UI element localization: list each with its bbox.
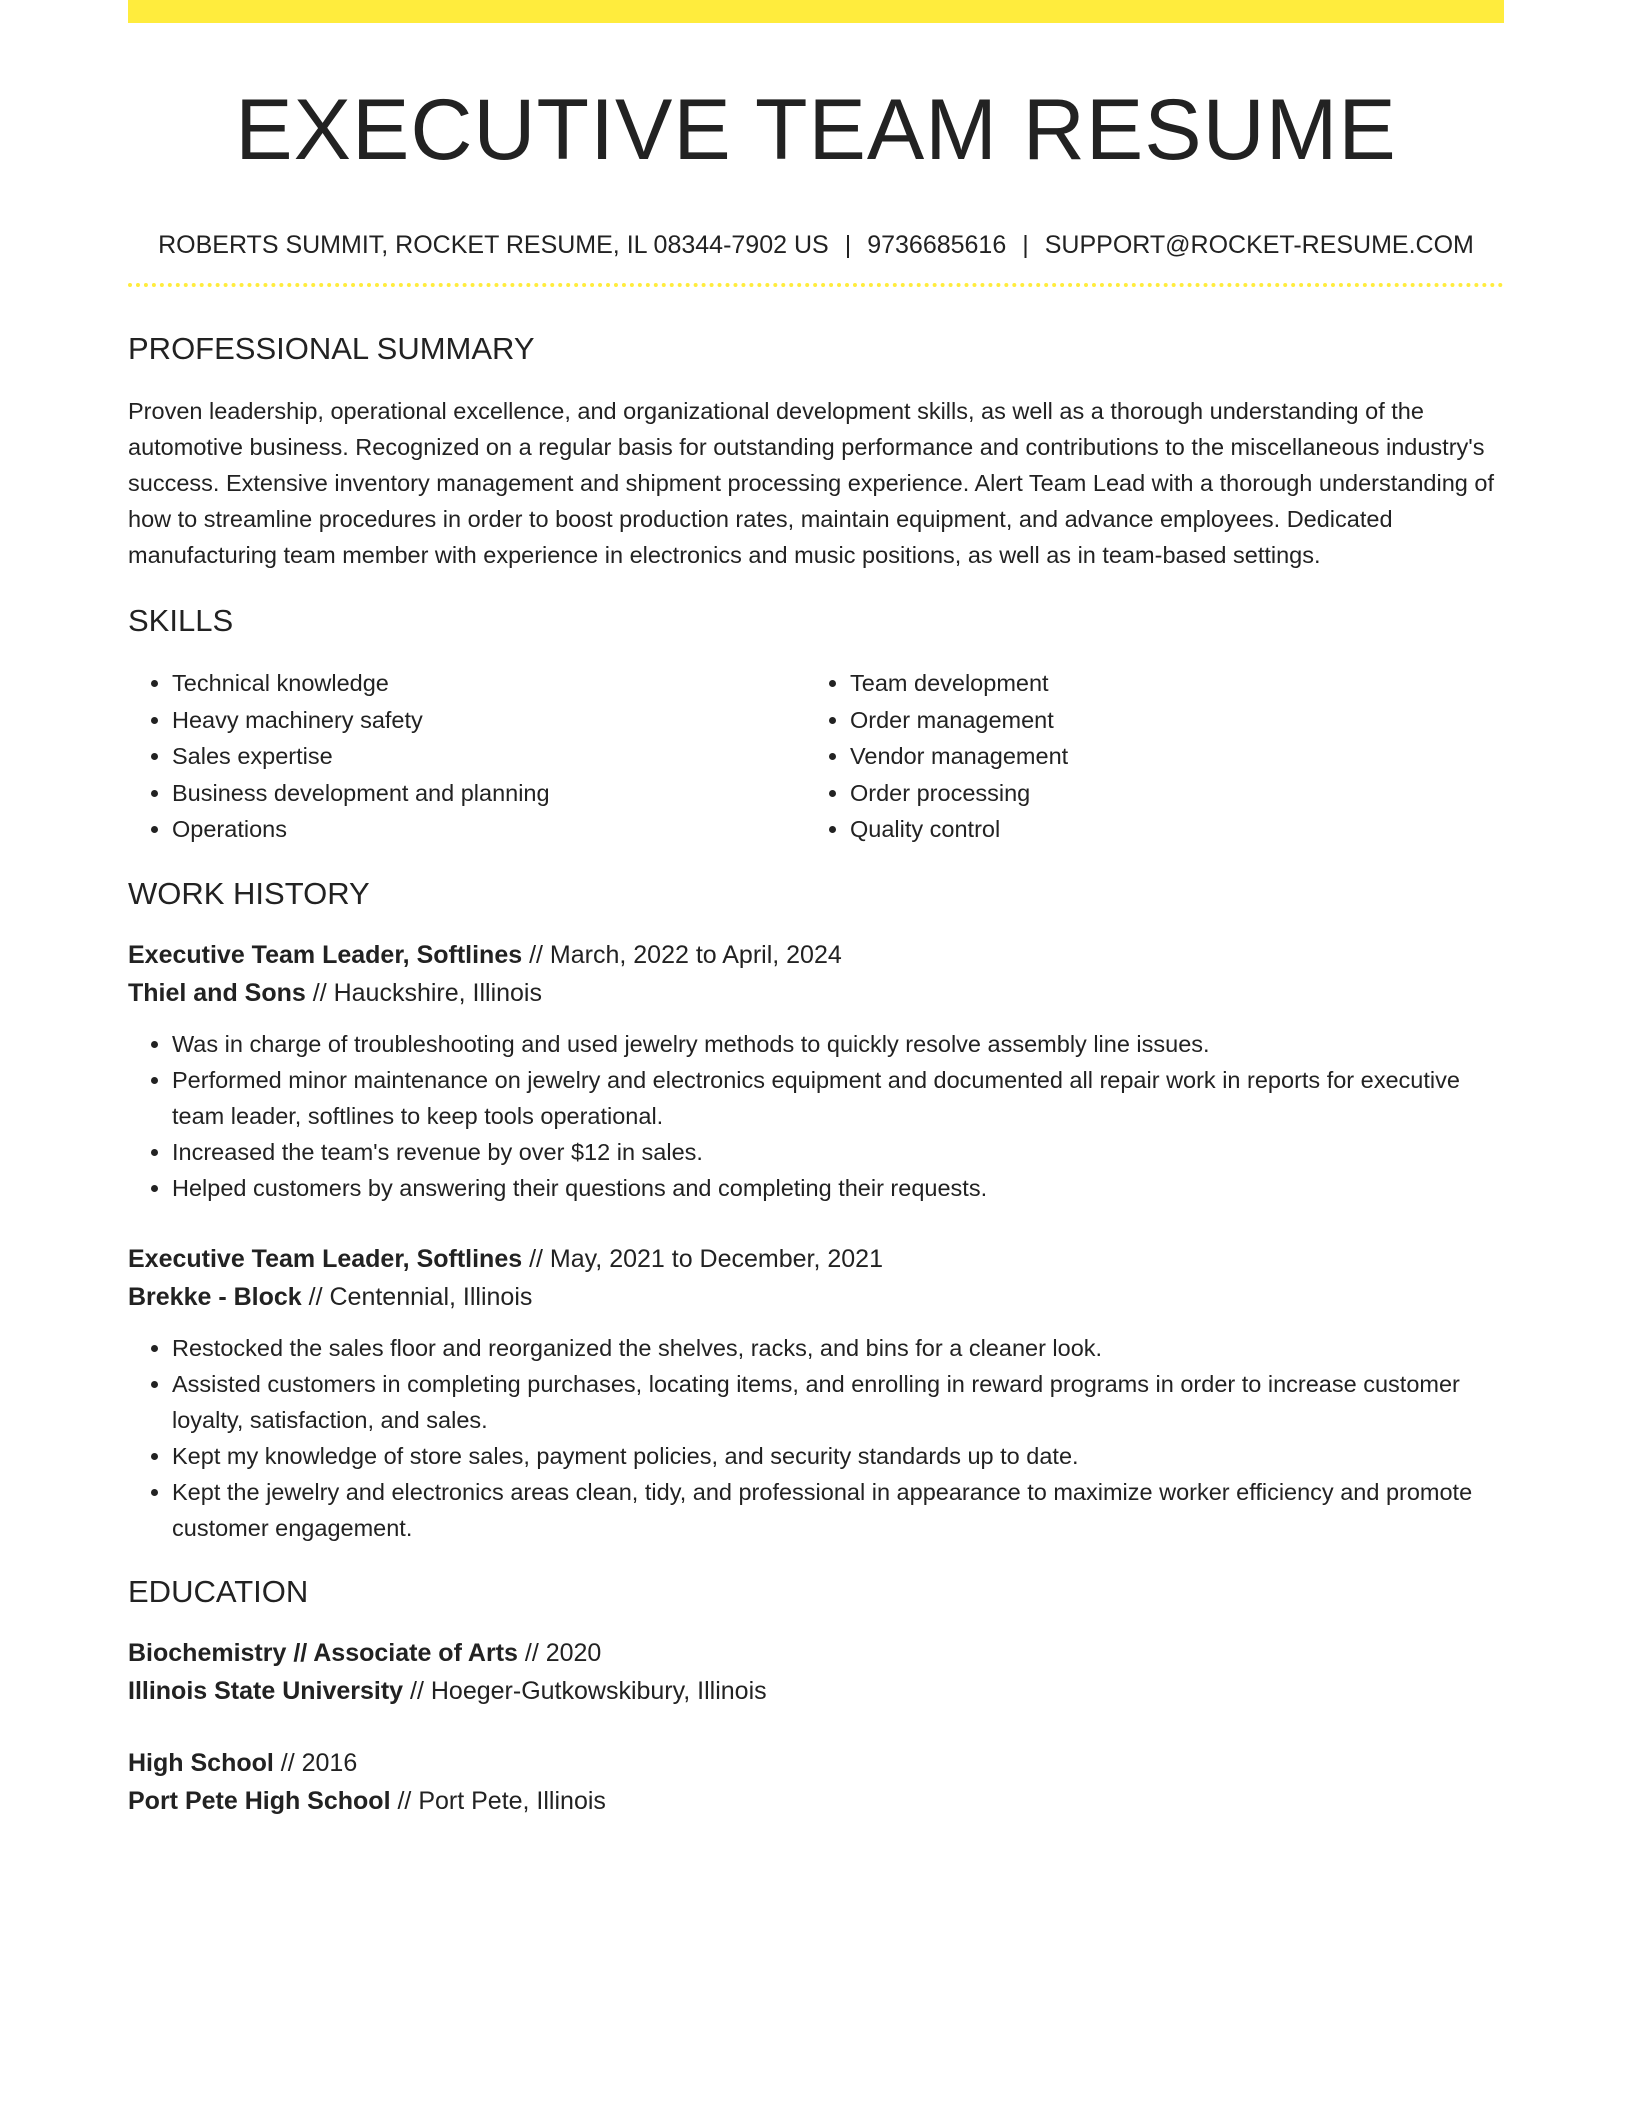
skills-heading: SKILLS	[128, 603, 234, 638]
skills-list-left	[128, 665, 806, 848]
degree-line	[128, 1634, 1504, 1672]
job-bullets	[128, 1330, 1504, 1546]
work-history-heading: WORK HISTORY	[128, 875, 370, 911]
job-dates: // March, 2022 to April, 2024	[522, 940, 842, 969]
summary-heading: PROFESSIONAL SUMMARY	[128, 331, 535, 366]
skill-item: • Order management	[850, 702, 1484, 739]
job-bullet: • Was in charge of troubleshooting and used jewelry methods to quickly resolve assembly line issues.	[172, 1026, 1504, 1062]
skill-item: • Team development	[850, 665, 1484, 702]
job-location: // Hauckshire, Illinois	[305, 978, 542, 1007]
school-line	[128, 1782, 1504, 1820]
education-entry	[128, 1634, 1504, 1710]
contact-email: SUPPORT@ROCKET-RESUME.COM	[1044, 231, 1474, 259]
job-bullet: • Increased the team's revenue by over $12 in sales.	[172, 1134, 1504, 1170]
degree-year: // 2020	[517, 1638, 602, 1667]
skill-item: • Business development and planning	[172, 775, 806, 812]
summary-text: Proven leadership, operational excellence, and organizational development skills, as well as a thorough understanding of the automotive business. Recognized on a regular basis for outstanding performance and contributions to the miscellaneous industry's success. Extensive inventory management and shipment processing experience. Alert Team Lead with a thorough understanding of how to streamline procedures in order to boost production rates, maintain equipment, and advance employees. Dedicated manufacturing team member with experience in electronics and music positions, as well as in team-based settings.	[128, 398, 1494, 568]
skill-item: • Vendor management	[850, 738, 1484, 775]
job-entry	[128, 1240, 1504, 1546]
school-line	[128, 1672, 1504, 1710]
job-company-line	[128, 1278, 1504, 1316]
education-heading: EDUCATION	[128, 1573, 309, 1609]
school-location: // Port Pete, Illinois	[390, 1786, 606, 1815]
job-title-line	[128, 936, 1504, 974]
skill-item: • Order processing	[850, 775, 1484, 812]
job-bullet: • Assisted customers in completing purchases, locating items, and enrolling in reward programs in order to increase customer loyalty, satisfaction, and sales.	[172, 1366, 1504, 1438]
job-title: Executive Team Leader, Softlines	[128, 1244, 523, 1273]
skills-list-right	[806, 665, 1484, 848]
skill-item: • Quality control	[850, 811, 1484, 848]
job-company-line	[128, 974, 1504, 1012]
contact-line	[128, 228, 1504, 262]
job-company: Brekke - Block	[128, 1282, 302, 1311]
contact-separator: |	[1022, 231, 1029, 259]
job-company: Thiel and Sons	[128, 978, 306, 1007]
skill-item: • Heavy machinery safety	[172, 702, 806, 739]
job-entry	[128, 936, 1504, 1206]
job-dates: // May, 2021 to December, 2021	[522, 1244, 883, 1273]
school-location: // Hoeger-Gutkowskibury, Illinois	[403, 1676, 767, 1705]
degree: Biochemistry // Associate of Arts	[128, 1638, 518, 1667]
school-name: Illinois State University	[128, 1676, 404, 1705]
skill-item: • Operations	[172, 811, 806, 848]
job-title-line	[128, 1240, 1504, 1278]
school-name: Port Pete High School	[128, 1786, 391, 1815]
skills-columns	[128, 665, 1504, 848]
resume-title: EXECUTIVE TEAM RESUME	[235, 82, 1397, 178]
contact-address: ROBERTS SUMMIT, ROCKET RESUME, IL 08344-7902 US	[158, 231, 829, 259]
degree-line	[128, 1744, 1504, 1782]
contact-separator: |	[844, 231, 852, 259]
job-location: // Centennial, Illinois	[301, 1282, 533, 1311]
resume-content	[128, 0, 1504, 1820]
job-bullet: • Performed minor maintenance on jewelry and electronics equipment and documented all repair work in reports for executive team leader, softlines to keep tools operational.	[172, 1062, 1504, 1134]
dotted-divider	[128, 283, 1504, 287]
degree: High School	[128, 1748, 274, 1777]
contact-phone: 9736685616	[867, 231, 1007, 259]
job-bullet: • Kept the jewelry and electronics areas clean, tidy, and professional in appearance to maximize worker efficiency and promote customer engagement.	[172, 1474, 1504, 1546]
job-bullet: • Restocked the sales floor and reorganized the shelves, racks, and bins for a cleaner look.	[172, 1330, 1504, 1366]
job-bullet: • Kept my knowledge of store sales, payment policies, and security standards up to date.	[172, 1438, 1504, 1474]
degree-year: // 2016	[273, 1748, 358, 1777]
skill-item: • Sales expertise	[172, 738, 806, 775]
education-entry	[128, 1744, 1504, 1820]
job-bullet: • Helped customers by answering their questions and completing their requests.	[172, 1170, 1504, 1206]
job-bullets	[128, 1026, 1504, 1206]
job-title: Executive Team Leader, Softlines	[128, 940, 523, 969]
skill-item: • Technical knowledge	[172, 665, 806, 702]
